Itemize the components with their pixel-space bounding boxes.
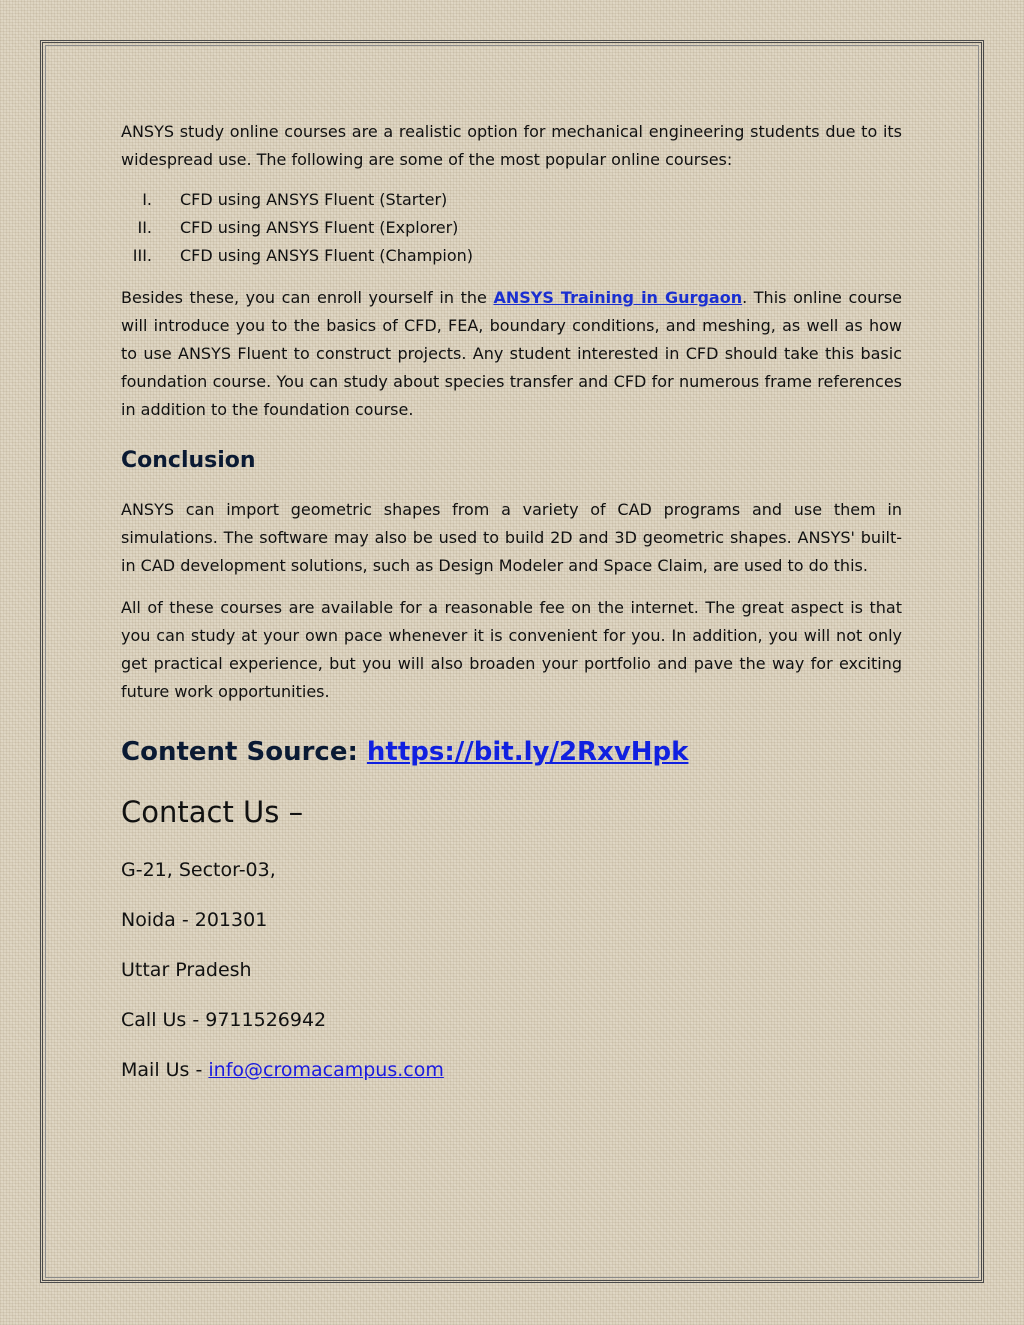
training-text-before: Besides these, you can enroll yourself in the xyxy=(121,288,494,307)
conclusion-paragraph-2: All of these courses are available for a reasonable fee on the internet. The great aspect is that you can study at your own pace whenever it is convenient for you. In addition, you will not only get practical experience, but you will also broaden your portfolio and pave the way for exciting future work opportunities. xyxy=(121,598,902,701)
contact-mail xyxy=(121,1056,902,1084)
training-paragraph xyxy=(121,284,902,424)
contact-mail-label: Mail Us - xyxy=(121,1059,209,1081)
contact-address-line-1: G-21, Sector-03, xyxy=(121,859,276,881)
document-body xyxy=(121,118,902,1084)
email-link[interactable]: info@cromacampus.com xyxy=(208,1059,444,1081)
list-item xyxy=(121,242,902,270)
content-source xyxy=(121,734,902,770)
list-item-number: III. xyxy=(132,246,152,265)
content-source-link[interactable]: https://bit.ly/2RxvHpk xyxy=(366,737,689,767)
contact-phone: Call Us - 9711526942 xyxy=(121,1009,327,1031)
contact-state: Uttar Pradesh xyxy=(121,959,252,981)
conclusion-paragraph-1: ANSYS can import geometric shapes from a variety of CAD programs and use them in simulations. The software may also be used to build 2D and 3D geometric shapes. ANSYS' built-in CAD development solutions, such as Design Modeler and Space Claim, are used to do this. xyxy=(121,500,902,575)
contact-heading: Contact Us – xyxy=(121,795,304,829)
list-item-number: II. xyxy=(137,218,152,237)
list-item xyxy=(121,186,902,214)
training-text-after: . This online course will introduce you to the basics of CFD, FEA, boundary conditions, and meshing, as well as how to use ANSYS Fluent to construct projects. Any student interested in CFD should take this basic foundation course. You can study about species transfer and CFD for numerous frame references in addition to the foundation course. xyxy=(121,288,902,419)
ansys-training-link[interactable]: ANSYS Training in Gurgaon xyxy=(493,288,743,307)
list-item xyxy=(121,214,902,242)
list-item-number: I. xyxy=(142,190,152,209)
intro-paragraph: ANSYS study online courses are a realistic option for mechanical engineering students due to its widespread use. The following are some of the most popular online courses: xyxy=(121,122,902,169)
course-list xyxy=(121,186,902,270)
list-item-label: CFD using ANSYS Fluent (Starter) xyxy=(180,190,448,209)
list-item-label: CFD using ANSYS Fluent (Champion) xyxy=(180,246,474,265)
conclusion-heading: Conclusion xyxy=(121,448,256,473)
list-item-label: CFD using ANSYS Fluent (Explorer) xyxy=(180,218,459,237)
content-source-label: Content Source: xyxy=(121,737,367,767)
contact-address-line-2: Noida - 201301 xyxy=(121,909,268,931)
